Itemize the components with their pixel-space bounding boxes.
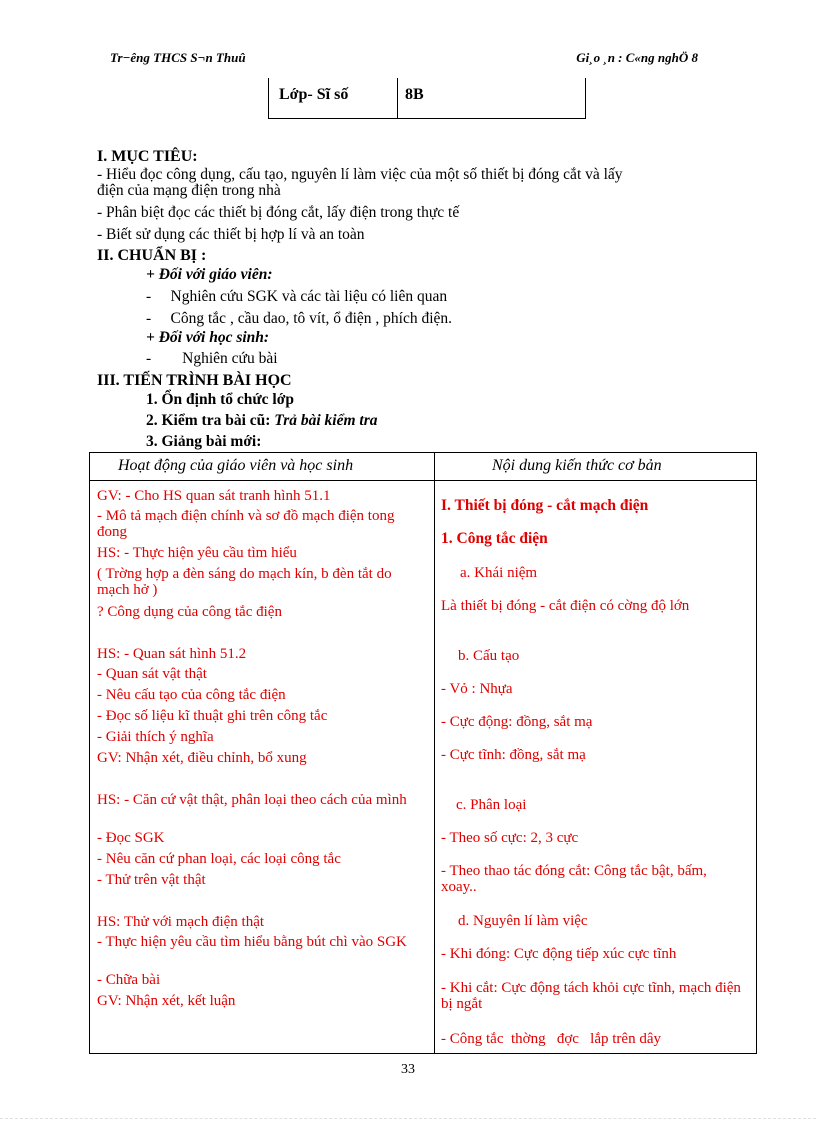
process-step-2-note: Trả bài kiểm tra — [274, 412, 378, 429]
teacher-item: - Nghiên cứu SGK và các tài liệu có liên quan — [146, 288, 448, 305]
activity-line: - Quan sát vật thật — [97, 666, 207, 682]
header-subject: Gi¸o ¸n : C«ng nghÖ 8 — [576, 50, 698, 65]
content-line: d. Nguyên lí làm việc — [458, 913, 588, 929]
activity-line: - Chữa bài — [97, 972, 161, 988]
activity-line: - Thử trên vật thật — [97, 872, 206, 888]
class-value: 8B — [405, 86, 424, 103]
objective-line: - Biết sử dụng các thiết bị hợp lí và an toàn — [97, 226, 365, 243]
student-item: - Nghiên cứu bài — [146, 350, 278, 367]
column-header-activities: Hoạt động của giáo viên và học sinh — [118, 457, 354, 474]
content-line: - Theo thao tác đóng cắt: Công tắc bật, bấm, xoay.. — [441, 863, 707, 895]
activity-line: - Đọc số liệu kĩ thuật ghi trên công tắc — [97, 708, 328, 724]
teacher-label: + Đối với giáo viên: — [146, 266, 273, 283]
page-number: 33 — [401, 1062, 415, 1077]
column-divider — [434, 453, 435, 1053]
process-step-2-label: 2. Kiểm tra bài cũ: — [146, 412, 275, 429]
activity-line: HS: - Căn cứ vật thật, phân loại theo cách của mình — [97, 792, 407, 808]
student-label: + Đối với học sinh: — [146, 329, 270, 346]
content-line: - Theo số cực: 2, 3 cực — [441, 830, 579, 846]
content-line: b. Cấu tạo — [458, 648, 520, 664]
content-subheading: 1. Công tắc điện — [441, 530, 548, 547]
class-label-cell — [269, 78, 398, 118]
header-school: Tr−êng THCS S¬n Thuû — [110, 50, 246, 65]
class-label: Lớp- Sĩ số — [279, 86, 349, 103]
activity-line: GV: - Cho HS quan sát tranh hình 51.1 — [97, 488, 331, 504]
content-line: c. Phân loại — [456, 797, 527, 813]
objective-line: điện của mạng điện trong nhà — [97, 182, 281, 199]
content-line: - Vỏ : Nhựa — [441, 681, 513, 697]
objectives-heading: I. MỤC TIÊU: — [97, 148, 198, 165]
teacher-item: - Công tắc , cầu dao, tô vít, ổ điện , phích điện. — [146, 310, 453, 327]
lesson-table — [89, 452, 757, 1054]
preparation-heading: II. CHUẨN BỊ : — [97, 247, 207, 264]
content-line: - Cực tĩnh: đồng, sắt mạ — [441, 747, 586, 763]
process-heading: III. TIẾN TRÌNH BÀI HỌC — [97, 372, 292, 389]
activity-line: HS: - Quan sát hình 51.2 — [97, 646, 247, 662]
content-heading: I. Thiết bị đóng - cắt mạch điện — [441, 497, 649, 514]
content-line: - Cực động: đồng, sắt mạ — [441, 714, 593, 730]
activity-line: ? Công dụng của công tắc điện — [97, 604, 282, 620]
process-step-3: 3. Giảng bài mới: — [146, 433, 262, 450]
content-line: - Khi cắt: Cực động tách khỏi cực tĩnh, mạch điện bị ngắt — [441, 980, 741, 1012]
objective-line: - Hiểu đọc công dụng, cấu tạo, nguyên lí làm việc của một số thiết bị đóng cắt và lấy — [97, 166, 623, 183]
header-divider — [90, 480, 756, 481]
activity-line: HS: - Thực hiện yêu cầu tìm hiểu — [97, 545, 297, 561]
activity-line: - Nêu căn cứ phan loại, các loại công tắc — [97, 851, 341, 867]
activity-line: ( Trờng hợp a đèn sáng do mạch kín, b đèn tắt do mạch hở ) — [97, 566, 392, 598]
activity-line: GV: Nhận xét, điều chỉnh, bổ xung — [97, 750, 307, 766]
activity-line: - Thực hiện yêu cầu tìm hiểu bằng bút chì vào SGK — [97, 934, 407, 950]
column-header-content: Nội dung kiến thức cơ bản — [492, 457, 662, 474]
activity-line: GV: Nhận xét, kết luận — [97, 993, 236, 1009]
process-step-1: 1. Ổn định tổ chức lớp — [146, 391, 294, 408]
content-line: Là thiết bị đóng - cắt điện có cờng độ lớn — [441, 598, 690, 614]
activity-line: HS: Thử với mạch điện thật — [97, 914, 265, 930]
content-line: - Khi đóng: Cực động tiếp xúc cực tĩnh — [441, 946, 677, 962]
content-line: a. Khái niệm — [460, 565, 538, 581]
activity-line: - Giải thích ý nghĩa — [97, 729, 214, 745]
activity-line: - Đọc SGK — [97, 830, 165, 846]
activity-line: - Nêu cấu tạo của công tắc điện — [97, 687, 286, 703]
objective-line: - Phân biệt đọc các thiết bị đóng cắt, lấy điện trong thực tế — [97, 204, 460, 221]
activity-line: - Mô tả mạch điện chính và sơ đồ mạch điện tong đong — [97, 508, 395, 540]
content-line: - Công tắc thờng đợc lắp trên dây — [441, 1031, 661, 1047]
process-step-2 — [146, 412, 377, 430]
class-info-table — [268, 78, 586, 119]
page-bottom-rule — [0, 1118, 816, 1119]
